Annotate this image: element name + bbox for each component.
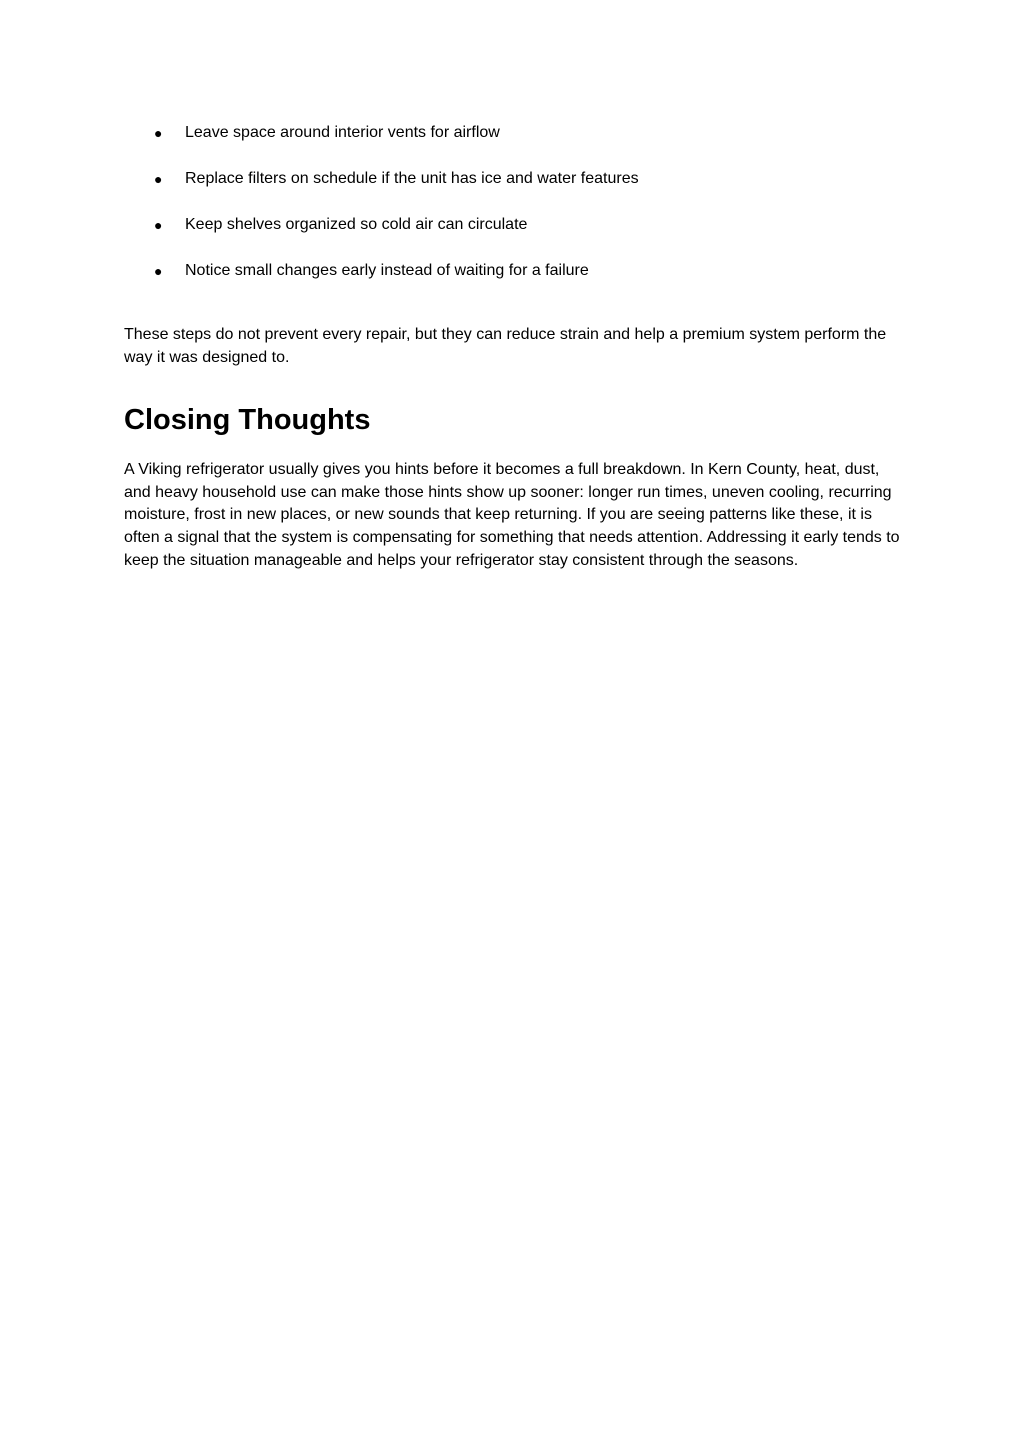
list-item — [124, 121, 904, 167]
bullet-icon: ● — [154, 171, 163, 187]
list-item — [124, 213, 904, 259]
bullet-icon: ● — [154, 217, 163, 233]
list-item-text: Keep shelves organized so cold air can circulate — [185, 216, 528, 233]
closing-paragraph: A Viking refrigerator usually gives you hints before it becomes a full breakdown. In Kern County, heat, dust, and heavy household use can make those hints show up sooner: longer run times, uneven cooling, recurring moisture, frost in new places, or new sounds that keep returning. If you are seeing patterns like these, it is often a signal that the system is compensating for something that needs attention. Addressing it early tends to keep the situation manageable and helps your refrigerator stay consistent through the seasons. — [124, 461, 900, 569]
section-heading: Closing Thoughts — [124, 404, 371, 436]
list-item-text: Leave space around interior vents for airflow — [185, 124, 500, 141]
intro-paragraph: These steps do not prevent every repair, but they can reduce strain and help a premium system perform the way it was designed to. — [124, 326, 887, 366]
list-item-text: Replace filters on schedule if the unit has ice and water features — [185, 170, 639, 187]
bullet-icon: ● — [154, 263, 163, 279]
bullet-icon: ● — [154, 125, 163, 141]
list-item-text: Notice small changes early instead of waiting for a failure — [185, 262, 589, 279]
list-item — [124, 167, 904, 213]
maintenance-tips-list — [124, 121, 904, 305]
list-item — [124, 259, 904, 305]
